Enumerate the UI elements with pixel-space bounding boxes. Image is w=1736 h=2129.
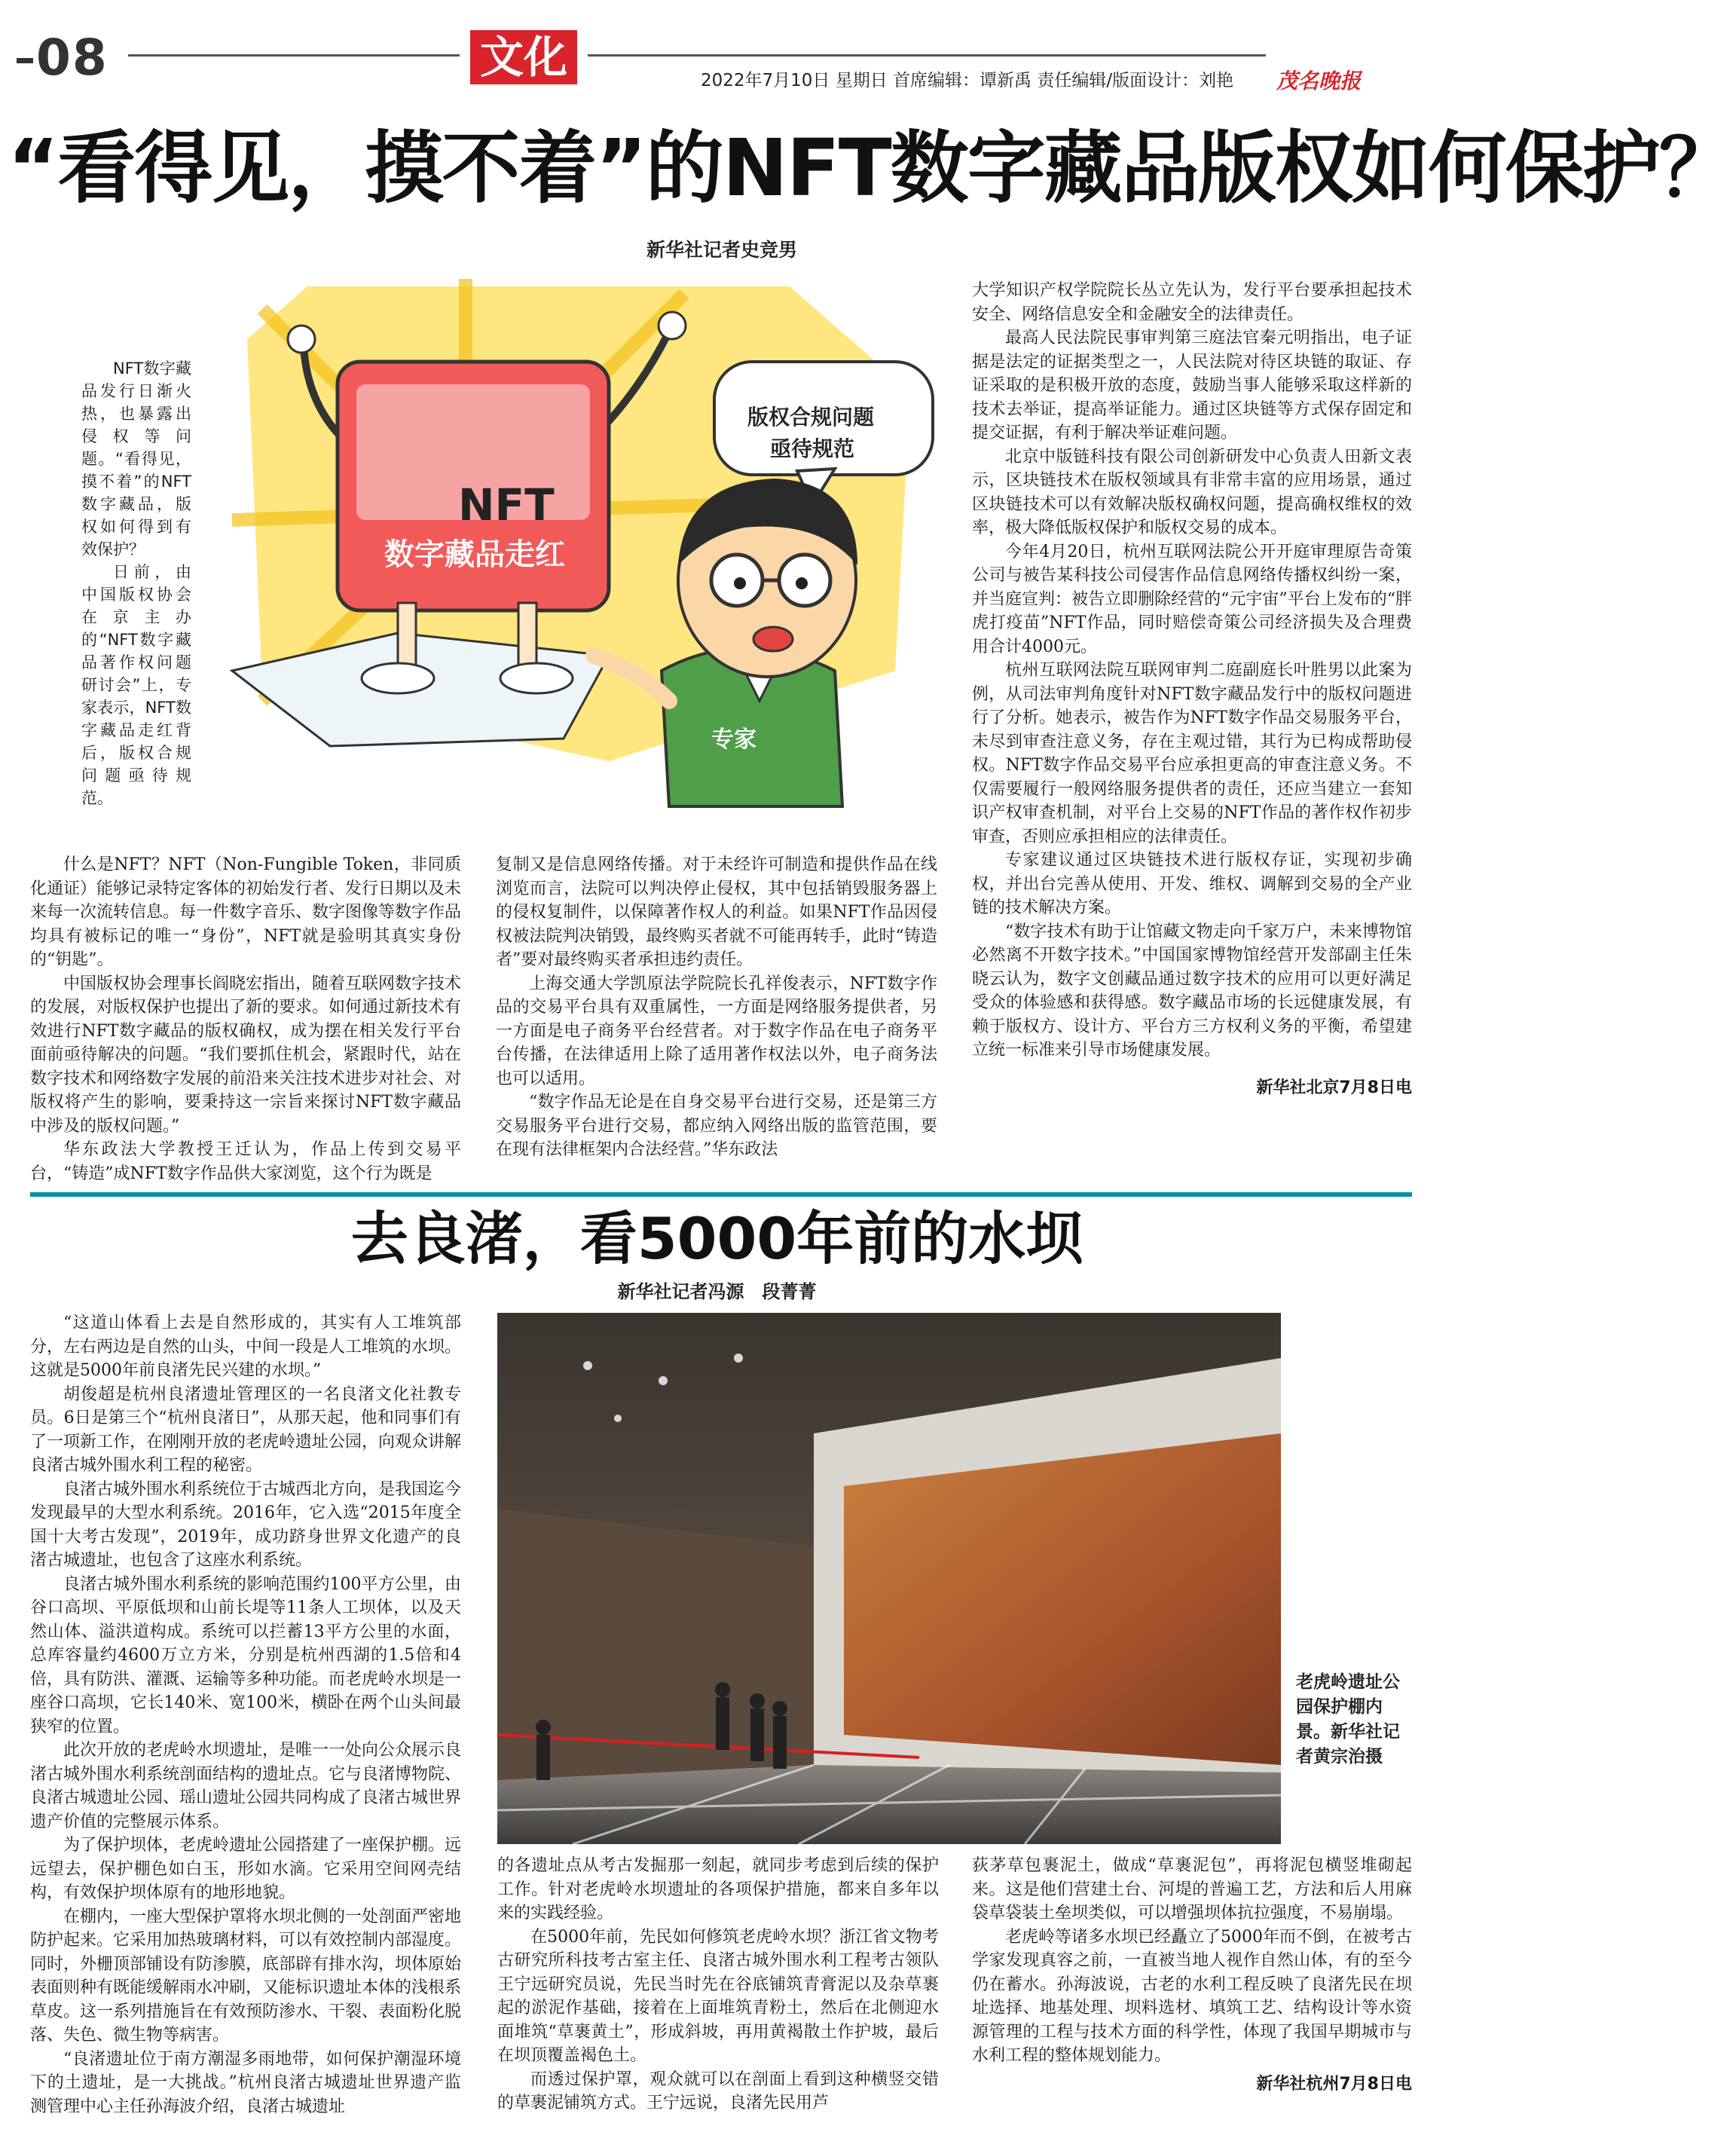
article1-column-3 xyxy=(972,279,1412,1100)
paragraph: 上海交通大学凯原法学院院长孔祥俊表示，NFT数字作品的交易平台具有双重属性，一方面是网络服务提供者，另一方面是电子商务平台经营者。对于数字作品在电子商务平台传播，在法律适用上除了适用著作权法以外，电子商务法也可以适用。 xyxy=(496,974,937,1088)
photo-caption: 老虎岭遗址公园保护棚内景。新华社记者黄宗治摄 xyxy=(1296,1672,1400,1767)
section-badge: 文化 xyxy=(470,30,577,84)
dateline: 2022年7月10日 星期日 首席编辑：谭新禹 责任编辑/版面设计：刘艳 xyxy=(701,71,1234,90)
page-number xyxy=(17,29,108,87)
masthead-rule-right xyxy=(588,54,1266,57)
paragraph: 而透过保护罩，观众就可以在剖面上看到这种横竖交错的草裹泥铺筑方式。王宁远说，良渚先民用芦 xyxy=(497,2069,939,2112)
article1-column-1 xyxy=(30,853,461,1185)
paragraph: 最高人民法院民事审判第三庭法官秦元明指出，电子证据是法定的证据类型之一，人民法院对待区块链的取证、存证采取的是积极开放的态度，鼓励当事人能够采取这样新的技术去举证，提高举证能力。通过区块链等方式保存固定和提交证据，有利于解决举证难问题。 xyxy=(972,329,1412,442)
article1-title: “看得见，摸不着”的NFT数字藏品版权如何保护？ xyxy=(8,122,1736,214)
paragraph: 为了保护坝体，老虎岭遗址公园搭建了一座保护棚。远远望去，保护棚色如白玉，形如水滴。它采用空间网壳结构，有效保护坝体原有的地形地貌。 xyxy=(30,1836,462,1902)
paragraph: “数字技术有助于让馆藏文物走向千家万户，未来博物馆必然离不开数字技术。”中国国家博物馆经营开发部副主任朱晓云认为，数字文创藏品通过数字技术的应用可以更好满足受众的体验感和获得感。数字藏品市场的长远健康发展，有赖于版权方、设计方、平台方三方权利义务的平衡，希望建立统一标准来引导市场健康发展。 xyxy=(972,922,1412,1060)
dam-photo-illustration xyxy=(497,1313,1281,1844)
masthead-rule-left xyxy=(128,54,460,57)
paragraph: 在棚内，一座大型保护罩将水坝北侧的一处剖面严密地防护起来。它采用加热玻璃材料，可以有效控制内部湿度。同时，外栅顶部铺设有防渗膜，底部辟有排水沟，坝体原始表面则种有既能缓解雨水冲刷，又能标识遗址本体的浅根系草皮。这一系列措施旨在有效预防渗水、干裂、表面粉化脱落、失色、微生物等病害。 xyxy=(30,1907,462,2045)
paragraph: 胡俊超是杭州良渚遗址管理区的一名良渚文化社教专员。6日是第三个“杭州良渚日”，从那天起，他和同事们有了一项新工作，在刚刚开放的老虎岭遗址公园，向观众讲解良渚古城外围水利工程的秘密。 xyxy=(30,1384,462,1475)
article2-column-3 xyxy=(972,1854,1412,2096)
paragraph: 复制又是信息网络传播。对于未经许可制造和提供作品在线浏览而言，法院可以判决停止侵权，其中包括销毁服务器上的侵权复制件，以保障著作权人的利益。如果NFT作品因侵权被法院判决销毁，最终购买者就不可能再转手，此时“铸造者”要对最终购买者承担违约责任。 xyxy=(496,855,937,969)
paragraph: 专家建议通过区块链技术进行版权存证，实现初步确权，并出台完善从使用、开发、维权、调解到交易的全产业链的技术解决方案。 xyxy=(972,851,1412,917)
paragraph: 此次开放的老虎岭水坝遗址，是唯一一处向公众展示良渚古城外围水利系统剖面结构的遗址点。它与良渚博物院、良渚古城遗址公园、瑶山遗址公园共同构成了良渚古城世界遗产价值的完整展示体系。 xyxy=(30,1741,462,1831)
article2-sign: 新华社杭州7月8日电 xyxy=(1256,2074,1412,2094)
article2-column-2 xyxy=(497,1854,939,2115)
dam-photo xyxy=(497,1313,1281,1844)
article2-byline: 新华社记者冯源 段菁菁 xyxy=(617,1281,817,1302)
article2-title: 去良渚，看5000年前的水坝 xyxy=(350,1205,1083,1272)
paragraph: 今年4月20日，杭州互联网法院公开开庭审理原告奇策公司与被告某科技公司侵害作品信息网络传播权纠纷一案，并当庭宣判：被告立即删除经营的“元宇宙”平台上发布的“胖虎打疫苗”NFT作品，同时赔偿奇策公司经济损失及合理费用合计4000元。 xyxy=(972,542,1412,656)
paragraph: “这道山体看上去是自然形成的，其实有人工堆筑部分，左右两边是自然的山头，中间一段是人工堆筑的水坝。这就是5000年前良渚先民兴建的水坝。” xyxy=(30,1314,462,1380)
paragraph: 良渚古城外围水利系统的影响范围约100平方公里，由谷口高坝、平原低坝和山前长堤等11条人工坝体，以及天然山体、溢洪道构成。系统可以拦蓄13平方公里的水面，总库容量约4600万立方米，分别是杭州西湖的1.5倍和4倍，具有防洪、灌溉、运输等多种功能。而老虎岭水坝是一座谷口高坝，它长140米、宽100米，横卧在两个山头间最狭窄的位置。 xyxy=(30,1574,462,1736)
cartoon-illustration xyxy=(217,279,955,806)
bubble-text-line1: 版权合规问题 xyxy=(747,405,875,430)
paragraph: 老虎岭等诸多水坝已经矗立了5000年而不倒，在被考古学家发现真容之前，一直被当地人视作自然山体，有的至今仍在蓄水。孙海波说，古老的水利工程反映了良渚先民在坝址选择、地基处理、坝料选材、填筑工艺、结构设计等水资源管理的工程与技术方面的科学性，体现了我国早期城市与水利工程的整体规划能力。 xyxy=(972,1927,1412,2065)
article2-column-1 xyxy=(30,1311,461,2118)
paragraph: 什么是NFT？NFT（Non-Fungible Token，非同质化通证）能够记录特定客体的初始发行者、发行日期以及未来每一次流转信息。每一件数字音乐、数字图像等数字作品均具有被标记的唯一“身份”，NFT就是验明其真实身份的“钥匙”。 xyxy=(30,855,462,969)
paragraph: 杭州互联网法院互联网审判二庭副庭长叶胜男以此案为例，从司法审判角度针对NFT数字藏品发行中的版权问题进行了分析。她表示，被告作为NFT数字作品交易服务平台，未尽到审查注意义务，存在主观过错，其行为已构成帮助侵权。NFT数字作品交易平台应承担更高的审查注意义务。不仅需要履行一般网络服务提供者的责任，还应当建立一套知识产权审查机制，对平台上交易的NFT作品的著作权作初步审查，否则应承担相应的法律责任。 xyxy=(972,661,1412,846)
paper-logo: 茂名晚报 xyxy=(1276,69,1362,93)
article-divider xyxy=(30,1192,1412,1197)
paragraph: “数字作品无论是在自身交易平台进行交易，还是第三方交易服务平台进行交易，都应纳入网络出版的监管范围，要在现有法律框架内合法经营。”华东政法 xyxy=(496,1093,937,1159)
page-number-text: 08 xyxy=(36,29,108,87)
paragraph: 的各遗址点从考古发掘那一刻起，就同步考虑到后续的保护工作。针对老虎岭水坝遗址的各项保护措施，都来自多年以来的实践经验。 xyxy=(497,1856,939,1923)
sign-text-nft: NFT xyxy=(458,479,555,531)
article1-lead xyxy=(81,357,191,809)
paragraph: “良渚遗址位于南方潮湿多雨地带，如何保护潮湿环境下的土遗址，是一大挑战。”杭州良渚古城遗址世界遗产监测管理中心主任孙海波介绍，良渚古城遗址 xyxy=(30,2049,461,2116)
article1-byline: 新华社记者史竞男 xyxy=(646,239,798,261)
expert-tag: 专家 xyxy=(711,726,756,753)
bubble-text-line2: 亟待规范 xyxy=(770,436,855,461)
article1-sign: 新华社北京7月8日电 xyxy=(1256,1078,1412,1097)
paragraph: 在5000年前，先民如何修筑老虎岭水坝？浙江省文物考古研究所科技考古室主任、良渚古城外围水利工程考古领队王宁远研究员说，先民当时先在谷底铺筑青膏泥以及杂草裹起的淤泥作基础，接着在上面堆筑青粉土，然后在北侧迎水面堆筑“草裹黄土”，形成斜坡，再用黄褐散土作护坡，最后在坝顶覆盖褐色土。 xyxy=(497,1927,939,2065)
paragraph: 北京中版链科技有限公司创新研发中心负责人田新文表示，区块链技术在版权领域具有非常丰富的应用场景，通过区块链技术可以有效解决版权确权问题，提高确权维权的效率，极大降低版权保护和版权交易的成本。 xyxy=(972,447,1412,537)
sign-text-subtitle: 数字藏品走红 xyxy=(384,537,565,572)
nft-cartoon xyxy=(217,279,955,806)
lead-paragraph: NFT数字藏品发行日渐火热，也暴露出侵权等问题。“看得见，摸不着”的NFT数字藏品，版权如何得到有效保护？ xyxy=(81,359,191,558)
paragraph: 华东政法大学教授王迁认为，作品上传到交易平台，“铸造”成NFT数字作品供大家浏览，这个行为既是 xyxy=(30,1140,461,1183)
paragraph: 良渚古城外围水利系统位于古城西北方向，是我国迄今发现最早的大型水利系统。2016年，它入选“2015年度全国十大考古发现”，2019年，成功跻身世界文化遗产的良渚古城遗址，也包含了这座水利系统。 xyxy=(30,1479,462,1570)
paragraph: 大学知识产权学院院长丛立先认为，发行平台要承担起技术安全、网络信息安全和金融安全的法律责任。 xyxy=(972,281,1412,324)
paragraph: 荻茅草包裹泥土，做成“草裹泥包”，再将泥包横竖堆砌起来。这是他们营建土台、河堤的普遍工艺，方法和后人用麻袋草袋装土垒坝类似，可以增强坝体抗拉强度，不易崩塌。 xyxy=(972,1856,1412,1923)
paragraph: 中国版权协会理事长阎晓宏指出，随着互联网数字技术的发展，对版权保护也提出了新的要求。如何通过新技术有效进行NFT数字藏品的版权确权，成为摆在相关发行平台面前亟待解决的问题。“我们要抓住机会，紧跟时代，站在数字技术和网络数字发展的前沿来关注技术进步对社会、对版权将产生的影响，要秉持这一宗旨来探讨NFT数字藏品中涉及的版权问题。” xyxy=(30,974,462,1136)
article1-column-2 xyxy=(496,853,937,1162)
lead-paragraph: 日前，由中国版权协会在京主办的“NFT数字藏品著作权问题研讨会”上，专家表示，NFT数字藏品走红背后，版权合规问题亟待规范。 xyxy=(81,563,191,807)
